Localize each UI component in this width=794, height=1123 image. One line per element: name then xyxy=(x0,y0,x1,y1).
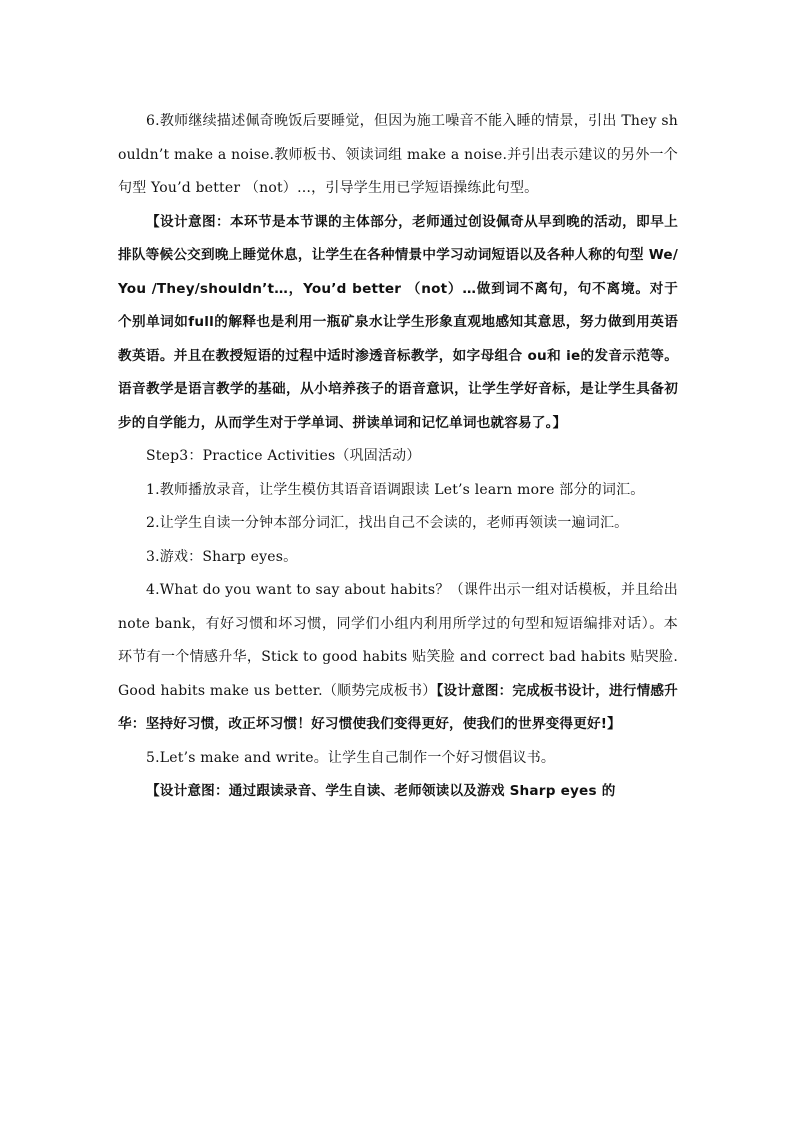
design-intent-block-2 xyxy=(118,775,678,809)
document-body xyxy=(118,105,678,809)
design-intent-text: 【设计意图：通过跟读录音、学生自读、老师领读以及游戏 Sharp eyes 的 xyxy=(146,783,616,799)
paragraph-text: 2.让学生自读一分钟本部分词汇，找出自己不会读的，老师再领读一遍词汇。 xyxy=(146,515,629,531)
paragraph-text: 1.教师播放录音，让学生模仿其语音语调跟读 Let’s learn more 部分的词汇。 xyxy=(146,481,645,498)
paragraph-item-3 xyxy=(118,541,678,575)
paragraph-item-5 xyxy=(118,742,678,776)
paragraph-text: 5.Let’s make and write。让学生自己制作一个好习惯倡议书。 xyxy=(146,749,556,766)
step3-heading xyxy=(118,440,678,474)
paragraph-item-1 xyxy=(118,474,678,508)
paragraph-item-4 xyxy=(118,574,678,742)
design-intent-text: 【设计意图：本环节是本节课的主体部分，老师通过创设佩奇从早到晚的活动，即早上排队等候公交到晚上睡觉休息，让学生在各种情景中学习动词短语以及各种人称的句型 We/You /They/shouldn’t…，You’d better （not）…做到词不离句，句不离境。对于个别单词如full的解释也是利用一瓶矿泉水让学生形象直观地感知其意思，努力做到用英语教英语。并且在教授短语的过程中适时渗透音标教学，如字母组合 ou和 ie的发音示范等。语音教学是语言教学的基础，从小培养孩子的语音意识，让学生学好音标，是让学生具备初步的自学能力，从而学生对于学单词、拼读单词和记忆单词也就容易了。】 xyxy=(118,213,678,431)
paragraph-text: 3.游戏：Sharp eyes。 xyxy=(146,548,298,565)
paragraph-step6 xyxy=(118,105,678,206)
paragraph-text: 6.教师继续描述佩奇晚饭后要睡觉，但因为施工噪音不能入睡的情景，引出 They shouldn’t make a noise.教师板书、领读词组 make a noise.并引出表示建议的另外一个句型 You’d better （not）…，引导学生用已学短语操练此句型。 xyxy=(118,113,678,196)
step3-heading-text: Step3：Practice Activities（巩固活动） xyxy=(146,448,421,464)
design-intent-inline: 【设计意图：完成板书设计，进行情感升华：坚持好习惯，改正坏习惯！好习惯使我们变得更好，使我们的世界变得更好!】 xyxy=(118,682,678,732)
design-intent-block xyxy=(118,206,678,441)
paragraph-item-2 xyxy=(118,507,678,541)
paragraph-text: 4.What do you want to say about habits？（课件出示一组对话模板，并且给出 note bank，有好习惯和坏习惯，同学们小组内利用所学过的句型和短语编排对话）。本环节有一个情感升华，Stick to good habits 贴笑脸 and correct bad habits 贴哭脸.Good habits make us better.（顺势完成板书） xyxy=(118,582,678,699)
